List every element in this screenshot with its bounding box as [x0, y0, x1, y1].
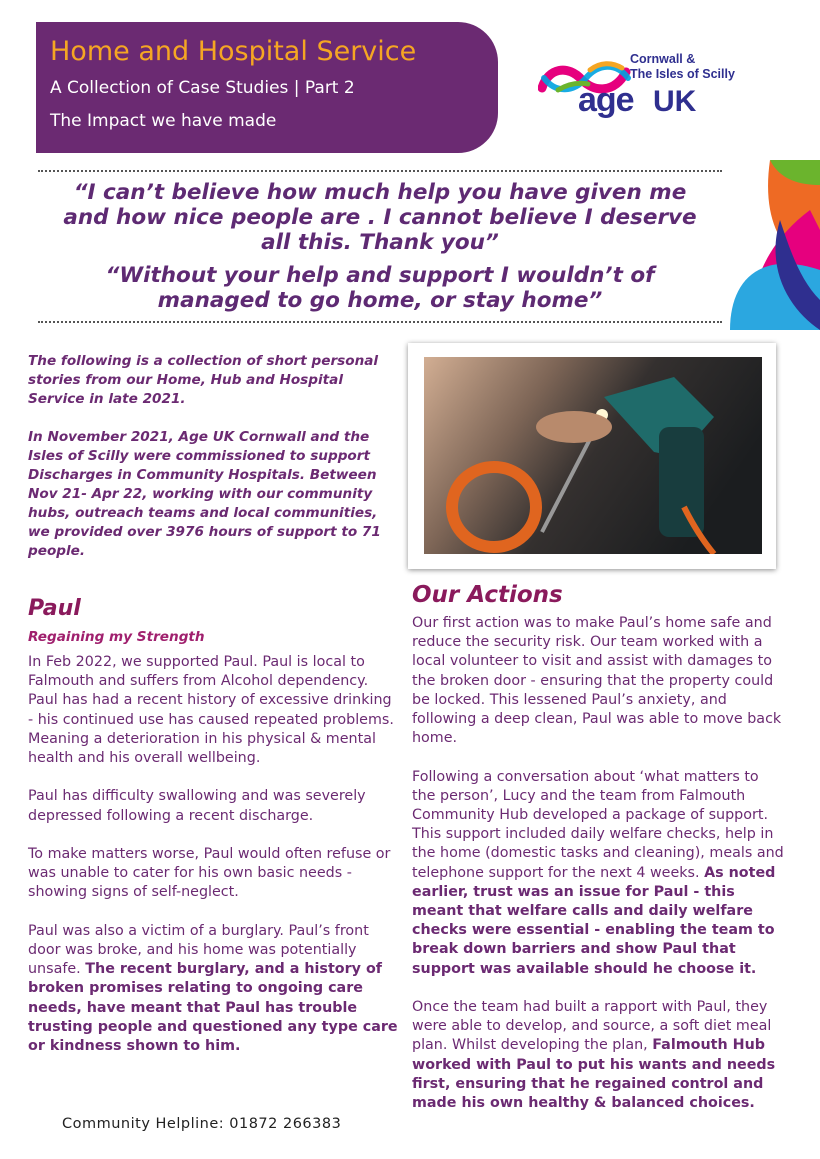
divider-bottom	[38, 321, 722, 323]
drill-photo	[424, 357, 762, 554]
story-paragraph: Paul has difficulty swallowing and was severely depressed following a recent discharge.	[28, 788, 366, 824]
logo-uk-text: UK	[653, 85, 697, 118]
paul-story	[28, 653, 400, 1075]
actions-paragraph: Our first action was to make Paul’s home safe and reduce the security risk. Our team worked with a local volunteer to visit and assist with damages to the broken door - ensuring that the property could be locked. This lessened Paul’s anxiety, and following a deep clean, Paul was able to move back home.	[412, 615, 782, 747]
story-text-bold: The recent burglary, and a history of broken promises relating to ongoing care needs, have meant that Paul has trouble trusting people and questioned any type care or kindness shown to him.	[28, 961, 398, 1055]
actions-paragraph	[412, 768, 784, 979]
story-paragraph: To make matters worse, Paul would often refuse or was unable to cater for his own basic needs - showing signs of self-neglect.	[28, 846, 391, 901]
logo-region-line1: Cornwall &	[630, 52, 696, 66]
intro-paragraph: In November 2021, Age UK Cornwall and the Isles of Scilly were commissioned to support Discharges in Community Hospitals. Between Nov 21- Apr 22, working with our community hubs, outreach teams and local communities, we provided over 3976 hours of support to 71 people.	[28, 429, 381, 559]
age-uk-logo	[538, 50, 748, 130]
actions-text: Following a conversation about ‘what matters to the person’, Lucy and the team from Falmouth Community Hub developed a package of support. This support included daily welfare checks, help in the home (domestic tasks and cleaning), meals and telephone support for the next 4 weeks.	[412, 768, 784, 881]
intro-text	[28, 352, 400, 580]
actions-story	[412, 614, 784, 1132]
actions-text-bold: As noted earlier, trust was an issue for Paul - this meant that welfare calls and daily welfare checks were essential - enabling the team to break down barriers and show Paul that support was available should he choose it.	[412, 864, 776, 977]
section-heading-paul: Paul	[28, 596, 81, 621]
divider-top	[38, 170, 722, 172]
intro-paragraph: The following is a collection of short personal stories from our Home, Hub and Hospital Service in late 2021.	[28, 353, 379, 407]
page-subtitle: A Collection of Case Studies | Part 2	[50, 78, 355, 98]
quote-1: “I can’t believe how much help you have given me and how nice people are . I cannot believe I deserve all this. Thank you”	[63, 180, 697, 255]
logo-age-text: age	[578, 81, 634, 119]
actions-text: Once the team had built a rapport with Paul, they were able to develop, and source, a soft diet meal plan. Whilst developing the plan,	[412, 999, 772, 1054]
decorative-swoosh-graphic	[720, 160, 820, 330]
quote-2: “Without your help and support I wouldn’t of managed to go home, or stay home”	[105, 263, 655, 313]
page-title: Home and Hospital Service	[50, 36, 417, 67]
logo-region-line2: The Isles of Scilly	[630, 67, 735, 81]
actions-paragraph	[412, 998, 784, 1113]
header-banner	[36, 22, 498, 153]
community-helpline: Community Helpline: 01872 266383	[62, 1116, 342, 1132]
story-text: Paul was also a victim of a burglary. Paul’s front door was broke, and his home was potentially unsafe.	[28, 922, 369, 978]
page-tagline: The Impact we have made	[50, 111, 277, 131]
section-heading-actions: Our Actions	[412, 582, 563, 608]
drill-illustration	[424, 357, 762, 554]
photo-frame	[408, 343, 776, 569]
story-paragraph	[28, 922, 400, 1056]
actions-text-bold: Falmouth Hub worked with Paul to put his wants and needs first, ensuring that he regained control and made his own healthy & balanced choices.	[412, 1037, 776, 1112]
story-paragraph: In Feb 2022, we supported Paul. Paul is local to Falmouth and suffers from Alcohol dependency. Paul has had a recent history of excessive drinking - his continued use has caused repeated problems. Meaning a deterioration in his physical & mental health and his overall wellbeing.	[28, 654, 394, 767]
section-subheading: Regaining my Strength	[28, 629, 205, 645]
